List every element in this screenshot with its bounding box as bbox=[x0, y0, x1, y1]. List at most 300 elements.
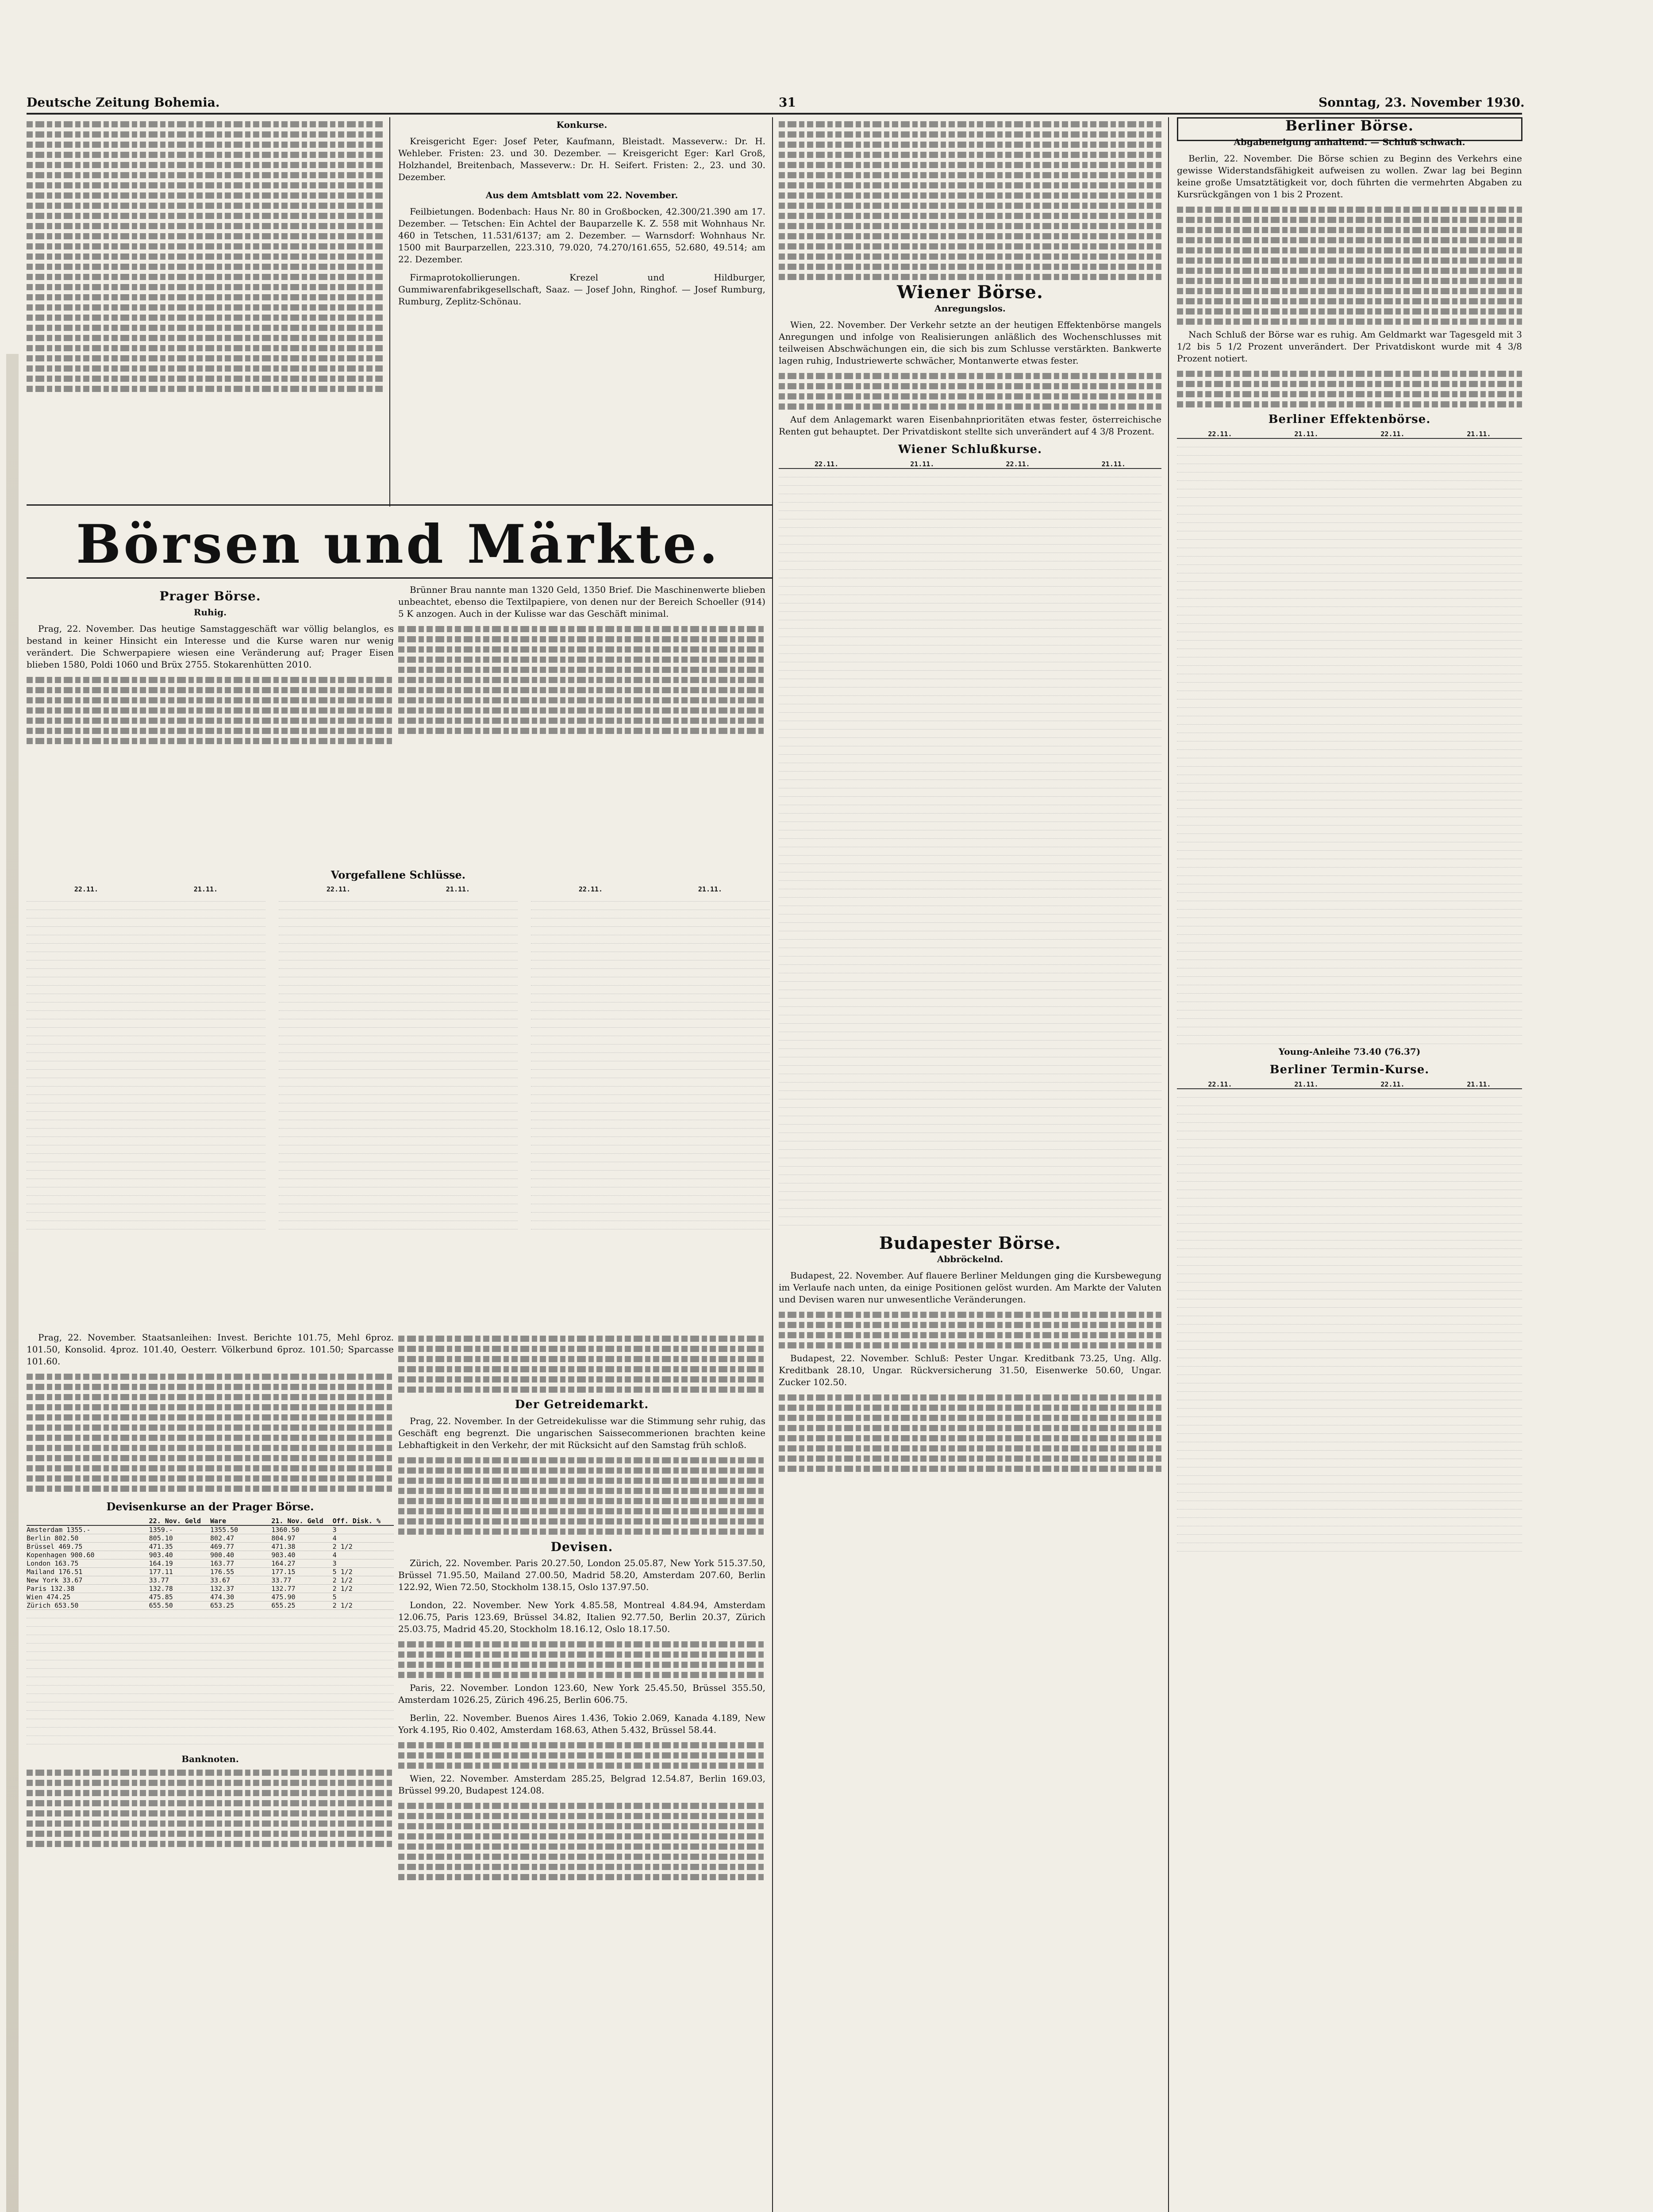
table-row bbox=[1177, 1316, 1522, 1325]
section-rule bbox=[27, 577, 772, 579]
table-row bbox=[779, 822, 1161, 830]
newspaper-title: Deutsche Zeitung Bohemia. bbox=[27, 95, 220, 110]
table-cell: Kopenhagen 900.60 bbox=[27, 1551, 95, 1559]
table-row bbox=[1177, 1341, 1522, 1350]
table-row bbox=[779, 704, 1161, 713]
table-row bbox=[1177, 842, 1522, 851]
table-cell: London 163.75 bbox=[27, 1559, 79, 1567]
table-row bbox=[1177, 649, 1522, 657]
table-row bbox=[1177, 775, 1522, 783]
table-row bbox=[27, 1526, 394, 1534]
table-row bbox=[779, 637, 1161, 645]
table-row bbox=[1177, 439, 1522, 447]
table-cell: 653.25 bbox=[210, 1601, 234, 1609]
table-row bbox=[779, 1192, 1161, 1200]
table-row bbox=[1177, 901, 1522, 910]
table-row bbox=[779, 545, 1161, 553]
table-row bbox=[1177, 1283, 1522, 1291]
wiener-tendency: Anregungslos. bbox=[934, 303, 1006, 314]
table-cell: 177.15 bbox=[271, 1568, 296, 1576]
table-row bbox=[1177, 1417, 1522, 1425]
schluesse-col-c bbox=[531, 885, 770, 1229]
table-cell: Brüssel 469.75 bbox=[27, 1543, 83, 1551]
table-row bbox=[1177, 1240, 1522, 1249]
feilbietungen-text: Feilbietungen. Bodenbach: Haus Nr. 80 in Großbocken, 42.300/21.390 am 17. Dezember. — Tetschen: Ein Achtel der Bauparzelle K. Z. 558 mit Wohnhaus Nr. 460 in Tetschen, 11.531/6137; am 2. Dezember. — Warnsdorf: Wohnhaus Nr. 1500 mit Baurparzellen, 223.310, 79.020, 74.270/161.655, 52.680, 49.514; am 22. Dezember. bbox=[398, 206, 765, 265]
table-row bbox=[779, 1099, 1161, 1108]
table-row bbox=[1177, 1526, 1522, 1535]
table-row bbox=[1177, 1291, 1522, 1299]
table-row bbox=[779, 856, 1161, 864]
boersen-und-maerkte-title: Börsen und Märkte. bbox=[76, 513, 721, 576]
berliner-tendency: Abgabeneigung anhaltend. — Schluß schwach. bbox=[1234, 137, 1465, 147]
wiener-text-1: Wien, 22. November. Der Verkehr setzte an der heutigen Effektenbörse mangels Anregungen und infolge von Realisierungen anläßlich des Wochenschlusses mit teilweisen Abschwächungen ein, die sich bis zum Schlusse verstärkten. Bankwerte lagen ruhig, Industriewerte schwächer, Montanwerte etwas fester. bbox=[779, 319, 1161, 366]
column-divider bbox=[389, 117, 390, 507]
firmen-text: Firmaprotokollierungen. Krezel und Hildburger, Gummiwarenfabrikgesellschaft, Saaz. — Josef John, Ringhof. — Josef Rumburg, Rumburg, Zeplitz-Schönau. bbox=[398, 272, 765, 307]
table-row bbox=[779, 847, 1161, 856]
col-header: 21.11. bbox=[910, 460, 934, 468]
table-row bbox=[1177, 1400, 1522, 1409]
table-row bbox=[779, 1141, 1161, 1150]
table-row bbox=[1177, 683, 1522, 691]
staatsanleihen-text: Prag, 22. November. Staatsanleihen: Invest. Berichte 101.75, Mehl 6proz. 101.50, Konsolid. 4proz. 101.40, Oesterr. Völkerbund 6proz. 101.50; Sparcasse 101.60. bbox=[27, 1332, 394, 1367]
table-row bbox=[1177, 851, 1522, 859]
prager-text-1: Prag, 22. November. Das heutige Samstaggeschäft war völlig belanglos, es bestand in keiner Hinsicht ein Interesse und die Kurse waren nur wenig verändert. Die Schwerpapiere wiesen eine Veränderung auf; Prager Eisen blieben 1580, Poldi 1060 und Brüx 2755. Stokarenhütten 2010. bbox=[27, 623, 394, 670]
table-row bbox=[1177, 817, 1522, 826]
table-row bbox=[1177, 599, 1522, 607]
table-row bbox=[779, 906, 1161, 914]
table-row bbox=[1177, 531, 1522, 540]
konkurse-heading: Konkurse. bbox=[556, 119, 607, 130]
table-row bbox=[779, 956, 1161, 965]
table-row bbox=[1177, 1002, 1522, 1010]
col-header: 22.11. bbox=[815, 460, 839, 468]
table-row bbox=[1177, 1392, 1522, 1400]
table-row bbox=[1177, 1182, 1522, 1190]
table-row bbox=[1177, 1019, 1522, 1027]
prager-boerse-heading: Prager Börse. bbox=[159, 589, 261, 603]
table-row bbox=[779, 620, 1161, 629]
table-row bbox=[779, 1133, 1161, 1141]
table-row bbox=[779, 1083, 1161, 1091]
table-row bbox=[1177, 985, 1522, 994]
table-row bbox=[779, 1108, 1161, 1116]
table-cell: 471.38 bbox=[271, 1543, 296, 1551]
col-header: 21.11. bbox=[1467, 1080, 1491, 1088]
table-row bbox=[1177, 557, 1522, 565]
prager-boerse-section bbox=[27, 584, 394, 894]
table-row bbox=[1177, 741, 1522, 750]
table-row bbox=[1177, 1114, 1522, 1123]
table-cell: 469.77 bbox=[210, 1543, 234, 1551]
table-row bbox=[1177, 809, 1522, 817]
table-cell: 474.30 bbox=[210, 1593, 234, 1601]
table-row bbox=[1177, 565, 1522, 573]
table-row bbox=[779, 914, 1161, 923]
col-header: 21. Nov. Geld bbox=[271, 1517, 323, 1525]
table-row bbox=[1177, 884, 1522, 893]
table-cell: 903.40 bbox=[271, 1551, 296, 1559]
table-row bbox=[1177, 582, 1522, 590]
table-cell: 176.55 bbox=[210, 1568, 234, 1576]
getreide-text: Prag, 22. November. In der Getreidekulisse war die Stimmung sehr ruhig, das Geschäft eng begrenzt. Die ungarischen Saissecommerionen brachten keine Lebhaftigkeit in den Verkehr, der mit Rücksicht auf den Samstag früh schloß. bbox=[398, 1416, 765, 1450]
table-row bbox=[1177, 573, 1522, 582]
table-row bbox=[779, 923, 1161, 931]
table-row bbox=[1177, 1451, 1522, 1459]
table-row bbox=[1177, 733, 1522, 741]
table-row bbox=[1177, 1501, 1522, 1509]
table-row bbox=[779, 603, 1161, 612]
table-row bbox=[779, 696, 1161, 704]
table-row bbox=[779, 486, 1161, 494]
table-row bbox=[1177, 758, 1522, 767]
section-rule bbox=[27, 504, 772, 506]
budapester-heading: Budapester Börse. bbox=[879, 1233, 1061, 1253]
devisen-rows bbox=[27, 1526, 394, 1610]
table-row bbox=[1177, 1123, 1522, 1131]
table-row bbox=[779, 965, 1161, 973]
berliner-text-1: Berlin, 22. November. Die Börse schien zu Beginn des Verkehrs eine gewisse Widerstandsfähigkeit aufweisen zu wollen. Zwar lag bei Beginn keine große Umsatztätigkeit vor, doch führten die vermehrten Abgaben zu Kursrückgängen von 1 bis 2 Prozent. bbox=[1177, 153, 1522, 200]
table-row bbox=[779, 629, 1161, 637]
table-row bbox=[779, 494, 1161, 503]
table-row bbox=[779, 1116, 1161, 1125]
table-row bbox=[779, 788, 1161, 797]
table-cell: 900.40 bbox=[210, 1551, 234, 1559]
berliner-boerse-column bbox=[1177, 117, 1522, 2212]
column-divider bbox=[1168, 117, 1169, 2212]
effektenboerse-heading: Berliner Effektenbörse. bbox=[1268, 413, 1431, 426]
berliner-text-2: Nach Schluß der Börse war es ruhig. Am Geldmarkt war Tagesgeld mit 3 1/2 bis 5 1/2 Prozent unverändert. Der Privatdiskont wurde mit 4 3/8 Prozent notiert. bbox=[1177, 329, 1522, 364]
table-cell: 132.37 bbox=[210, 1585, 234, 1593]
table-row bbox=[779, 528, 1161, 536]
table-row bbox=[1177, 767, 1522, 775]
table-cell: 804.97 bbox=[271, 1534, 296, 1542]
table-row bbox=[779, 864, 1161, 872]
table-cell: 4 bbox=[332, 1534, 337, 1542]
table-cell: 2 1/2 bbox=[332, 1576, 353, 1584]
table-row bbox=[779, 780, 1161, 788]
schluesse-table bbox=[27, 885, 770, 1229]
table-row bbox=[1177, 515, 1522, 523]
table-row bbox=[1177, 926, 1522, 935]
table-row bbox=[1177, 456, 1522, 464]
table-row bbox=[1177, 910, 1522, 918]
table-row bbox=[1177, 447, 1522, 456]
table-row bbox=[779, 1049, 1161, 1057]
table-row bbox=[779, 1217, 1161, 1225]
table-cell: 177.11 bbox=[149, 1568, 173, 1576]
issue-date: Sonntag, 23. November 1930. bbox=[1319, 95, 1525, 110]
table-row bbox=[779, 1150, 1161, 1158]
vorgefallene-schluesse-section bbox=[27, 867, 770, 1327]
table-cell: 33.77 bbox=[149, 1576, 169, 1584]
table-row bbox=[1177, 498, 1522, 506]
table-cell: 3 bbox=[332, 1559, 337, 1567]
table-row bbox=[1177, 666, 1522, 674]
table-row bbox=[27, 1534, 394, 1543]
table-row bbox=[1177, 1224, 1522, 1232]
table-row bbox=[779, 671, 1161, 679]
table-row bbox=[1177, 472, 1522, 481]
table-row bbox=[1177, 859, 1522, 868]
table-row bbox=[779, 830, 1161, 839]
table-row bbox=[1177, 657, 1522, 666]
header-rule bbox=[27, 113, 1522, 115]
table-row bbox=[779, 1167, 1161, 1175]
devisen-heading: Devisen. bbox=[550, 1540, 613, 1554]
table-row bbox=[779, 797, 1161, 805]
table-row bbox=[27, 1543, 394, 1551]
devisen-paris: Paris, 22. November. London 123.60, New York 25.45.50, Brüssel 355.50, Amsterdam 1026.25, Zürich 496.25, Berlin 606.75. bbox=[398, 1682, 765, 1705]
table-row bbox=[779, 654, 1161, 662]
table-row bbox=[1177, 1333, 1522, 1341]
col-header: 22.11. bbox=[74, 885, 99, 893]
table-row bbox=[1177, 1467, 1522, 1476]
table-row bbox=[779, 477, 1161, 486]
prager-tendency: Ruhig. bbox=[193, 607, 227, 618]
table-cell: 1360.50 bbox=[271, 1526, 300, 1534]
table-row bbox=[1177, 893, 1522, 901]
col-header: 22.11. bbox=[578, 885, 603, 893]
table-row bbox=[779, 536, 1161, 545]
table-row bbox=[779, 612, 1161, 620]
table-row bbox=[1177, 800, 1522, 809]
court-notices-column bbox=[27, 117, 383, 502]
table-row bbox=[1177, 1383, 1522, 1392]
table-row bbox=[1177, 1299, 1522, 1308]
table-cell: 802.47 bbox=[210, 1534, 234, 1542]
table-row bbox=[779, 763, 1161, 772]
table-row bbox=[1177, 826, 1522, 834]
budapester-text-1: Budapest, 22. November. Auf flauere Berliner Meldungen ging die Kursbewegung im Verlaufe nach unten, da einige Positionen gelöst wurden. Am Markte der Valuten und Devisen waren nur unwesentliche Veränderungen. bbox=[779, 1270, 1161, 1305]
table-row bbox=[1177, 1140, 1522, 1148]
col-header: 22.11. bbox=[326, 885, 351, 893]
table-row bbox=[1177, 1106, 1522, 1114]
devisenkurse-table bbox=[27, 1517, 394, 1744]
table-cell: 5 1/2 bbox=[332, 1568, 353, 1576]
table-cell: New York 33.67 bbox=[27, 1576, 83, 1584]
konkurse-column bbox=[398, 117, 765, 502]
table-cell: 1355.50 bbox=[210, 1526, 238, 1534]
table-row bbox=[27, 1559, 394, 1568]
table-row bbox=[1177, 1207, 1522, 1215]
table-row bbox=[1177, 615, 1522, 624]
table-row bbox=[1177, 952, 1522, 960]
table-row bbox=[1177, 1325, 1522, 1333]
table-row bbox=[1177, 943, 1522, 952]
table-row bbox=[1177, 1027, 1522, 1036]
termin-rows bbox=[1177, 1089, 1522, 1551]
col-header: Off. Disk. % bbox=[332, 1517, 381, 1525]
table-cell: 164.27 bbox=[271, 1559, 296, 1567]
table-row bbox=[779, 948, 1161, 956]
table-row bbox=[1177, 716, 1522, 725]
table-row bbox=[1177, 464, 1522, 472]
banknoten-heading: Banknoten. bbox=[181, 1754, 239, 1764]
table-row bbox=[1177, 1266, 1522, 1274]
table-cell: 1359.- bbox=[149, 1526, 173, 1534]
table-row bbox=[1177, 935, 1522, 943]
table-cell: Paris 132.38 bbox=[27, 1585, 75, 1593]
devisen-berlin: Berlin, 22. November. Buenos Aires 1.436, Tokio 2.069, Kanada 4.189, New York 4.195, Rio 0.402, Amsterdam 168.63, Athen 5.432, Brüssel 58.44. bbox=[398, 1713, 765, 1735]
table-row bbox=[779, 469, 1161, 477]
table-row bbox=[1177, 1484, 1522, 1493]
table-row bbox=[779, 1125, 1161, 1133]
col-header: 21.11. bbox=[1294, 1080, 1319, 1088]
table-cell: 5 bbox=[332, 1593, 337, 1601]
table-row bbox=[1177, 590, 1522, 599]
table-row bbox=[779, 738, 1161, 746]
table-row bbox=[1177, 1434, 1522, 1442]
wiener-text-2: Auf dem Anlagemarkt waren Eisenbahnprioritäten etwas fester, österreichische Renten gut behauptet. Der Privatdiskont stellte sich unverändert auf 4 3/8 Prozent. bbox=[779, 414, 1161, 437]
table-row bbox=[779, 645, 1161, 654]
table-row bbox=[779, 1183, 1161, 1192]
scan-edge bbox=[6, 354, 19, 2212]
budapester-tendency: Abbröckelnd. bbox=[937, 1254, 1003, 1264]
table-row bbox=[1177, 1459, 1522, 1467]
devisenkurse-heading: Devisenkurse an der Prager Börse. bbox=[106, 1500, 314, 1513]
table-row bbox=[1177, 1358, 1522, 1367]
table-row bbox=[27, 1551, 394, 1559]
table-row bbox=[779, 1074, 1161, 1083]
schluesse-col-a bbox=[27, 885, 265, 1229]
table-row bbox=[1177, 1274, 1522, 1283]
table-row bbox=[1177, 1131, 1522, 1140]
table-row bbox=[779, 662, 1161, 671]
table-row bbox=[779, 679, 1161, 687]
col-header: 21.11. bbox=[446, 885, 470, 893]
table-cell: Berlin 802.50 bbox=[27, 1534, 79, 1542]
col-header: 21.11. bbox=[698, 885, 723, 893]
table-row bbox=[1177, 1198, 1522, 1207]
table-row bbox=[1177, 708, 1522, 716]
table-cell: 132.77 bbox=[271, 1585, 296, 1593]
table-row bbox=[1177, 1350, 1522, 1358]
table-row bbox=[1177, 960, 1522, 968]
table-row bbox=[1177, 506, 1522, 515]
table-cell: Amsterdam 1355.- bbox=[27, 1526, 91, 1534]
table-row bbox=[779, 713, 1161, 721]
table-cell: 3 bbox=[332, 1526, 337, 1534]
table-row bbox=[779, 839, 1161, 847]
table-row bbox=[1177, 1165, 1522, 1173]
table-cell: 475.85 bbox=[149, 1593, 173, 1601]
col-header: 21.11. bbox=[193, 885, 218, 893]
table-row bbox=[779, 519, 1161, 528]
effekten-table bbox=[1177, 430, 1522, 1044]
termin-table bbox=[1177, 1080, 1522, 1551]
table-cell: 475.90 bbox=[271, 1593, 296, 1601]
young-anleihe: Young-Anleihe 73.40 (76.37) bbox=[1278, 1046, 1421, 1057]
prager-text-2: Brünner Brau nannte man 1320 Geld, 1350 Brief. Die Maschinenwerte blieben unbeachtet, ebenso die Textilpapiere, von denen nur der Bereich Schoeller (914) 5 K anzogen. Auch in der Kulisse war das Geschäft minimal. bbox=[398, 584, 765, 619]
table-row bbox=[779, 772, 1161, 780]
table-row bbox=[779, 1209, 1161, 1217]
table-row bbox=[779, 982, 1161, 990]
table-row bbox=[779, 889, 1161, 898]
table-cell: 163.77 bbox=[210, 1559, 234, 1567]
table-cell: 655.25 bbox=[271, 1601, 296, 1609]
table-row bbox=[1177, 725, 1522, 733]
table-row bbox=[1177, 834, 1522, 842]
table-cell: 805.10 bbox=[149, 1534, 173, 1542]
table-row bbox=[1177, 540, 1522, 548]
table-row bbox=[1177, 1190, 1522, 1198]
table-row bbox=[779, 998, 1161, 1007]
table-row bbox=[779, 561, 1161, 570]
table-row bbox=[779, 1175, 1161, 1183]
table-row bbox=[779, 570, 1161, 578]
table-row bbox=[1177, 1518, 1522, 1526]
table-row bbox=[779, 1057, 1161, 1066]
table-row bbox=[1177, 1308, 1522, 1316]
schlusskurse-table bbox=[779, 460, 1161, 1225]
table-row bbox=[779, 805, 1161, 814]
col-header: 22.11. bbox=[1208, 430, 1232, 438]
table-row bbox=[1177, 750, 1522, 758]
table-row bbox=[779, 898, 1161, 906]
table-row bbox=[1177, 489, 1522, 498]
col-header: 22.11. bbox=[1208, 1080, 1232, 1088]
prager-boerse-continued bbox=[398, 584, 765, 867]
schluss-rows bbox=[779, 469, 1161, 1225]
table-cell: 2 1/2 bbox=[332, 1601, 353, 1609]
table-row bbox=[779, 1158, 1161, 1167]
effekten-rows bbox=[1177, 439, 1522, 1044]
table-row bbox=[1177, 1493, 1522, 1501]
table-row bbox=[1177, 783, 1522, 792]
table-row bbox=[1177, 1476, 1522, 1484]
table-row bbox=[779, 730, 1161, 738]
table-row bbox=[779, 595, 1161, 603]
table-row bbox=[1177, 1036, 1522, 1044]
table-row bbox=[779, 973, 1161, 982]
table-row bbox=[27, 1568, 394, 1576]
table-row bbox=[1177, 1509, 1522, 1518]
table-row bbox=[1177, 792, 1522, 800]
devisenkurse-column bbox=[27, 1332, 394, 2212]
table-cell: Wien 474.25 bbox=[27, 1593, 71, 1601]
table-cell: 2 1/2 bbox=[332, 1585, 353, 1593]
schluesse-col-b bbox=[279, 885, 518, 1229]
table-row bbox=[779, 578, 1161, 587]
table-row bbox=[1177, 691, 1522, 699]
vorgefallene-heading: Vorgefallene Schlüsse. bbox=[331, 868, 466, 881]
wiener-boerse-heading: Wiener Börse. bbox=[897, 282, 1043, 303]
devisen-wien: Wien, 22. November. Amsterdam 285.25, Belgrad 12.54.87, Berlin 169.03, Brüssel 99.20, Budapest 124.08. bbox=[398, 1773, 765, 1796]
table-row bbox=[779, 931, 1161, 940]
table-row bbox=[1177, 1098, 1522, 1106]
table-row bbox=[1177, 674, 1522, 683]
table-row bbox=[779, 1200, 1161, 1209]
table-row bbox=[779, 1041, 1161, 1049]
column-divider bbox=[772, 117, 773, 2212]
table-row bbox=[779, 755, 1161, 763]
table-row bbox=[779, 1007, 1161, 1015]
col-header: 22.11. bbox=[1380, 1080, 1405, 1088]
col-header: 22.11. bbox=[1006, 460, 1030, 468]
table-row bbox=[779, 1066, 1161, 1074]
table-row bbox=[779, 721, 1161, 730]
table-row bbox=[779, 587, 1161, 595]
table-cell: 471.35 bbox=[149, 1543, 173, 1551]
table-row bbox=[779, 553, 1161, 561]
table-row bbox=[779, 881, 1161, 889]
table-row bbox=[1177, 918, 1522, 926]
page-header bbox=[27, 95, 1540, 110]
table-row bbox=[27, 1585, 394, 1593]
col-header: 21.11. bbox=[1467, 430, 1491, 438]
table-cell: 4 bbox=[332, 1551, 337, 1559]
berliner-boerse-heading: Berliner Börse. bbox=[1285, 117, 1414, 134]
